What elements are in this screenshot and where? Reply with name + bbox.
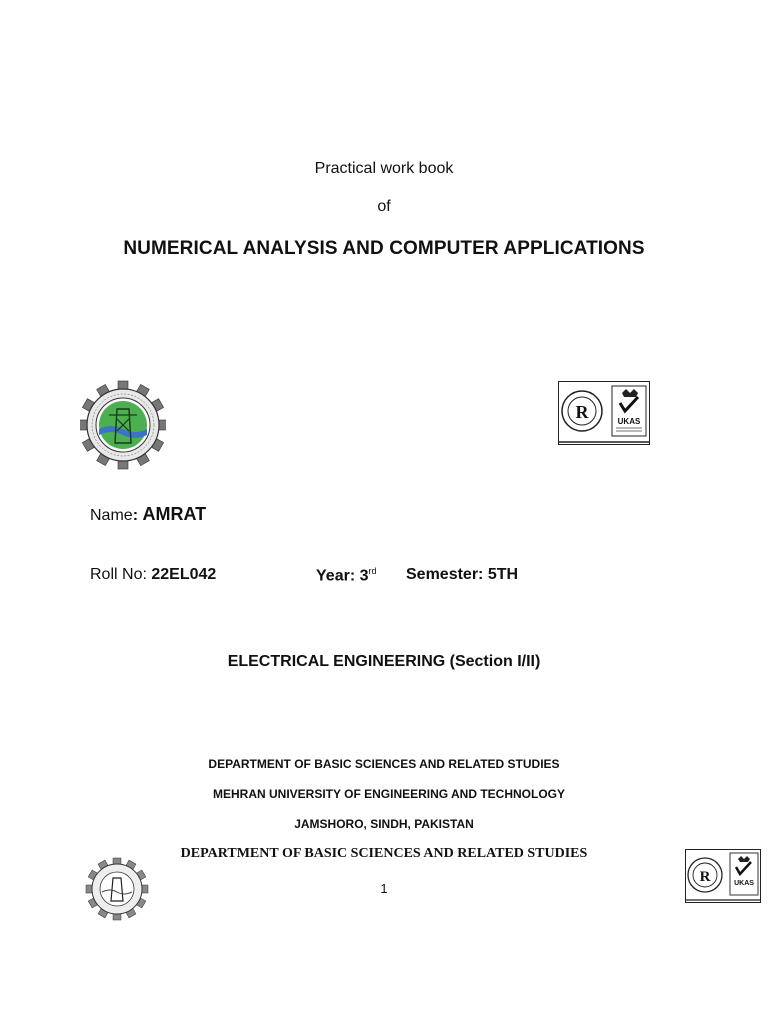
ukas-certification-icon <box>558 381 650 445</box>
cert-r-text: R <box>575 402 589 422</box>
footer-department: DEPARTMENT OF BASIC SCIENCES AND RELATED STUDIES <box>180 846 588 861</box>
year-field <box>316 566 377 585</box>
page-title: NUMERICAL ANALYSIS AND COMPUTER APPLICATIONS <box>123 238 645 259</box>
name-value: AMRAT <box>142 504 207 524</box>
footer-cert-ukas-text: UKAS <box>734 880 754 887</box>
year-label: Year: 3 <box>316 567 369 585</box>
semester-label: Semester: 5TH <box>406 566 519 583</box>
name-colon: : <box>132 507 139 524</box>
institution-university: MEHRAN UNIVERSITY OF ENGINEERING AND TECHNOLOGY <box>212 787 566 801</box>
page-number: 1 <box>380 881 388 896</box>
student-name <box>90 504 206 525</box>
institution-department: DEPARTMENT OF BASIC SCIENCES AND RELATED STUDIES <box>208 757 560 771</box>
footer-cert-r-text: R <box>699 869 711 885</box>
year-sup: rd <box>368 566 377 576</box>
workbook-subtitle: Practical work book <box>314 160 454 177</box>
semester-field <box>406 566 518 584</box>
institution-location: JAMSHORO, SINDH, PAKISTAN <box>294 817 474 831</box>
footer-ukas-icon <box>685 849 761 903</box>
cert-ukas-text: UKAS <box>617 417 641 426</box>
department-section: ELECTRICAL ENGINEERING (Section I/II) <box>227 653 541 670</box>
workbook-of: of <box>377 198 391 215</box>
roll-number <box>90 566 216 584</box>
name-label: Name <box>90 507 133 524</box>
university-seal-icon <box>80 380 166 470</box>
roll-label: Roll No: <box>90 566 147 583</box>
footer-seal-icon <box>85 857 149 921</box>
roll-value: 22EL042 <box>151 566 217 583</box>
